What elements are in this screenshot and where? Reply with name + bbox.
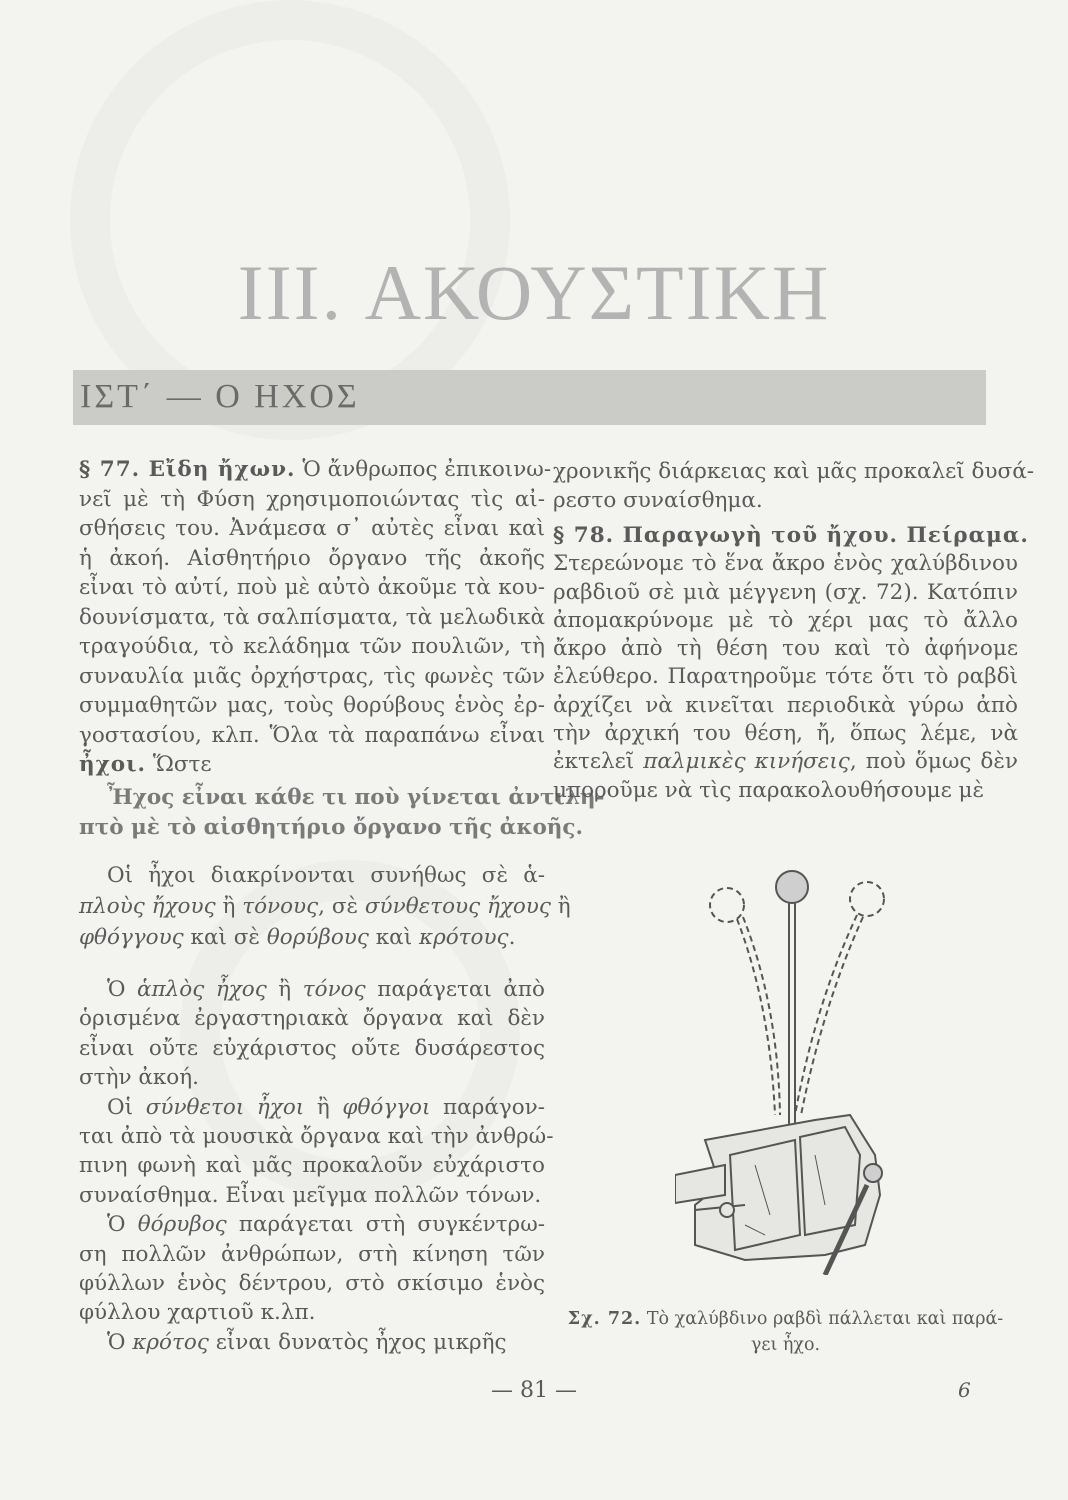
text-line [553, 457, 1034, 486]
text-line [79, 1328, 545, 1357]
text-segment: παράγον- [430, 1094, 545, 1120]
text-segment: Ὁ ἄνθρωπος ἐπικοινω- [295, 457, 552, 482]
text-line [79, 1210, 545, 1239]
italic-term: φθόγγοι [342, 1094, 431, 1120]
figure-caption [553, 1306, 1018, 1358]
text-line [79, 1181, 545, 1210]
text-line [79, 1004, 545, 1033]
text-segment: , ποὺ ὅμως δὲν [849, 749, 1018, 775]
text-segment: ἡ ἀκοή. Αἰσθητήριο ὄργανο τῆς ἀκοῆς [79, 545, 545, 571]
text-segment: Ὁ [107, 1212, 138, 1238]
vise [675, 1115, 882, 1275]
text-line [553, 692, 1018, 720]
italic-term: ἁπλὸς ἦχος [137, 977, 267, 1002]
text-line [79, 691, 545, 721]
text-segment: ἀρχίζει νὰ κινεῖται περιοδικὰ γύρω ἀπὸ [553, 692, 1018, 718]
text-line [79, 514, 545, 544]
text-segment: Οἱ [107, 1094, 146, 1120]
text-line [79, 721, 545, 751]
text-segment: ἢ [266, 977, 303, 1002]
text-segment: παράγεται στὴ συγκέντρω- [226, 1212, 545, 1238]
text-segment: εἶναι οὔτε εὐχάριστος οὔτε δυσάρεστος [79, 1035, 545, 1061]
text-line [79, 662, 545, 692]
text-segment: σθήσεις του. Ἀνάμεσα σ᾽ αὐτὲς εἶναι καὶ [79, 516, 545, 541]
italic-term: τόνους [242, 894, 319, 919]
text-line [79, 455, 552, 485]
text-segment: τραγούδια, τὸ κελάδημα τῶν πουλιῶν, τὴ [79, 634, 545, 659]
text-line [79, 1093, 545, 1122]
text-segment: Ὁ [107, 1329, 133, 1355]
text-segment: συναυλία μιᾶς ὀρχήστρας, τὶς φωνὲς τῶν [79, 663, 545, 689]
text-line [79, 891, 571, 922]
caption-text-cont: γει ἦχο. [750, 1335, 821, 1355]
text-line [79, 573, 545, 603]
text-line [79, 1063, 545, 1092]
text-segment: Ἦχος εἶναι κάθε τι ποὺ γίνεται ἀντιλη- [107, 785, 605, 810]
text-segment: καὶ σὲ [183, 925, 267, 950]
paragraph-77 [79, 455, 552, 780]
text-segment: ραβδιοῦ σὲ μιὰ μέγγενη (σχ. 72). Κατόπιν [553, 579, 1018, 605]
text-line [79, 975, 545, 1004]
text-segment: Οἱ ἦχοι διακρίνονται συνήθως σὲ ἁ- [107, 863, 545, 888]
text-segment: μποροῦμε νὰ τὶς παρακολουθήσουμε μὲ [553, 777, 985, 803]
text-segment: Ὁ [107, 977, 138, 1002]
vise-rod-illustration [675, 855, 945, 1275]
text-segment: ἢ [550, 894, 571, 919]
italic-term: παλμικὲς κινήσεις [643, 749, 850, 775]
text-line [79, 1034, 545, 1063]
text-line [553, 635, 1018, 663]
text-segment: φύλλων ἑνὸς δέντρου, στὸ σκίσιμο ἑνὸς [79, 1271, 545, 1297]
text-segment: ρεστο συναίσθημα. [553, 488, 763, 513]
text-line [79, 750, 545, 780]
page-number: — 81 — [491, 1378, 577, 1403]
caption-text: Τὸ χαλύβδινο ραβδὶ πάλλεται καὶ παρά- [641, 1309, 1004, 1329]
text-line [79, 632, 545, 662]
text-line [79, 1122, 554, 1151]
text-segment: παράγεται ἀπὸ [365, 977, 545, 1002]
text-line [553, 748, 1018, 776]
paragraph-crotos-cont [553, 457, 1034, 515]
italic-term: τόνος [302, 977, 366, 1002]
text-segment: φύλλου χαρτιοῦ κ.λπ. [79, 1300, 316, 1326]
italic-term: σύνθετοι ἦχοι [145, 1094, 305, 1120]
text-segment: πινη φωνὴ καὶ μᾶς προκαλοῦν εὐχάριστο [79, 1153, 545, 1179]
text-segment: δουνίσματα, τὰ σαλπίσματα, τὰ μελωδικὰ [79, 604, 545, 630]
text-line [553, 663, 1018, 691]
text-line [553, 550, 1018, 578]
italic-term: σύνθετους ἤχους [364, 894, 551, 919]
text-line [79, 544, 545, 574]
text-line [79, 603, 545, 633]
text-segment: ἐκτελεῖ [553, 749, 644, 775]
text-segment: , σὲ [318, 894, 365, 919]
text-segment: πτὸ μὲ τὸ αἰσθητήριο ὄργανο τῆς ἀκοῆς. [79, 814, 584, 840]
text-segment: νεῖ μὲ τὴ Φύση χρησιμοποιώντας τὶς αἰ- [79, 486, 545, 512]
chapter-title: III. ΑΚΟΥΣΤΙΚΗ [237, 249, 831, 336]
text-line [79, 1298, 545, 1327]
text-line [553, 720, 1018, 748]
text-segment: ση πολλῶν ἀνθρώπων, στὴ κίνηση τῶν [79, 1241, 545, 1267]
text-line [553, 777, 1018, 805]
bold-text: § 77. Εἴδη ἤχων. [79, 457, 296, 482]
text-segment: εἶναι δυνατὸς ἦχος μικρῆς [208, 1329, 507, 1355]
steel-rod [776, 871, 808, 1130]
text-segment: ἢ [215, 894, 243, 919]
text-segment: συναίσθημα. Εἶναι μεῖγμα πολλῶν τόνων. [79, 1182, 542, 1208]
text-segment: εἶναι τὸ αὐτί, ποὺ μὲ αὐτὸ ἀκοῦμε τὰ κου- [79, 575, 545, 600]
text-line [79, 922, 545, 953]
text-segment: ται ἀπὸ τὰ μουσικὰ ὄργανα καὶ τὴν ἀνθρώ- [79, 1124, 554, 1150]
paragraph-sound-kinds [79, 975, 554, 1357]
text-segment: ἀπομακρύνομε μὲ τὸ χέρι μας τὸ ἄλλο [553, 607, 1018, 633]
italic-term: κρότους [418, 925, 509, 950]
text-segment: στὴν ἀκοή. [79, 1065, 199, 1091]
text-line [553, 486, 1018, 515]
paragraph-sound-types [79, 860, 571, 953]
text-segment: Ὥστε [146, 752, 212, 777]
text-line [553, 522, 1029, 550]
bold-text: § 78. Παραγωγὴ τοῦ ἤχου. Πείραμα. [553, 523, 1029, 548]
text-line [79, 485, 545, 515]
italic-term: θορύβους [266, 925, 369, 950]
text-line [79, 1240, 545, 1269]
text-segment: συμμαθητῶν μας, τοὺς θορύβους ἑνὸς ἐρ- [79, 693, 545, 718]
italic-term: θόρυβος [137, 1212, 227, 1238]
italic-term: κρότος [132, 1329, 209, 1355]
text-segment: ἄκρο ἀπὸ τὴ θέση του καὶ τὸ ἀφήνομε [553, 636, 1018, 662]
text-segment: καὶ [368, 925, 419, 950]
text-line [79, 860, 545, 891]
text-line [79, 1269, 545, 1298]
dashed-rod-right [795, 882, 884, 1115]
text-segment: ὁρισμένα ἐργαστηριακὰ ὄργανα καὶ δὲν [79, 1006, 545, 1032]
text-line [79, 1151, 545, 1180]
text-segment: Στερεώνομε τὸ ἕνα ἄκρο ἑνὸς χαλύβδινου [553, 551, 1018, 577]
signature-mark: 6 [958, 1378, 971, 1402]
dashed-rod-left [710, 888, 780, 1115]
text-line [79, 783, 605, 813]
text-segment: χρονικῆς διάρκειας καὶ μᾶς προκαλεῖ δυσά- [553, 459, 1034, 484]
section-title: ΙΣΤ΄ — Ο ΗΧΟΣ [80, 378, 360, 415]
bold-text: ἦχοι. [79, 752, 147, 777]
italic-term: πλοὺς ἤχους [79, 894, 216, 919]
text-segment: γοστασίου, κλπ. Ὅλα τὰ παραπάνω εἶναι [79, 722, 545, 748]
italic-term: φθόγγους [79, 925, 184, 950]
text-line [553, 607, 1018, 635]
text-segment: τὴν ἀρχική του θέση, ἤ, ὅπως λέμε, νὰ [553, 721, 1018, 747]
definition-statement [79, 783, 605, 842]
text-segment: . [508, 925, 516, 950]
text-segment: ἢ [304, 1094, 343, 1120]
text-segment: ἐλεύθερο. Παρατηροῦμε τότε ὅτι τὸ ραβδὶ [553, 664, 1018, 690]
caption-label: Σχ. 72. [567, 1309, 642, 1329]
text-line [553, 579, 1018, 607]
paragraph-78 [553, 522, 1029, 805]
text-line [79, 813, 584, 843]
